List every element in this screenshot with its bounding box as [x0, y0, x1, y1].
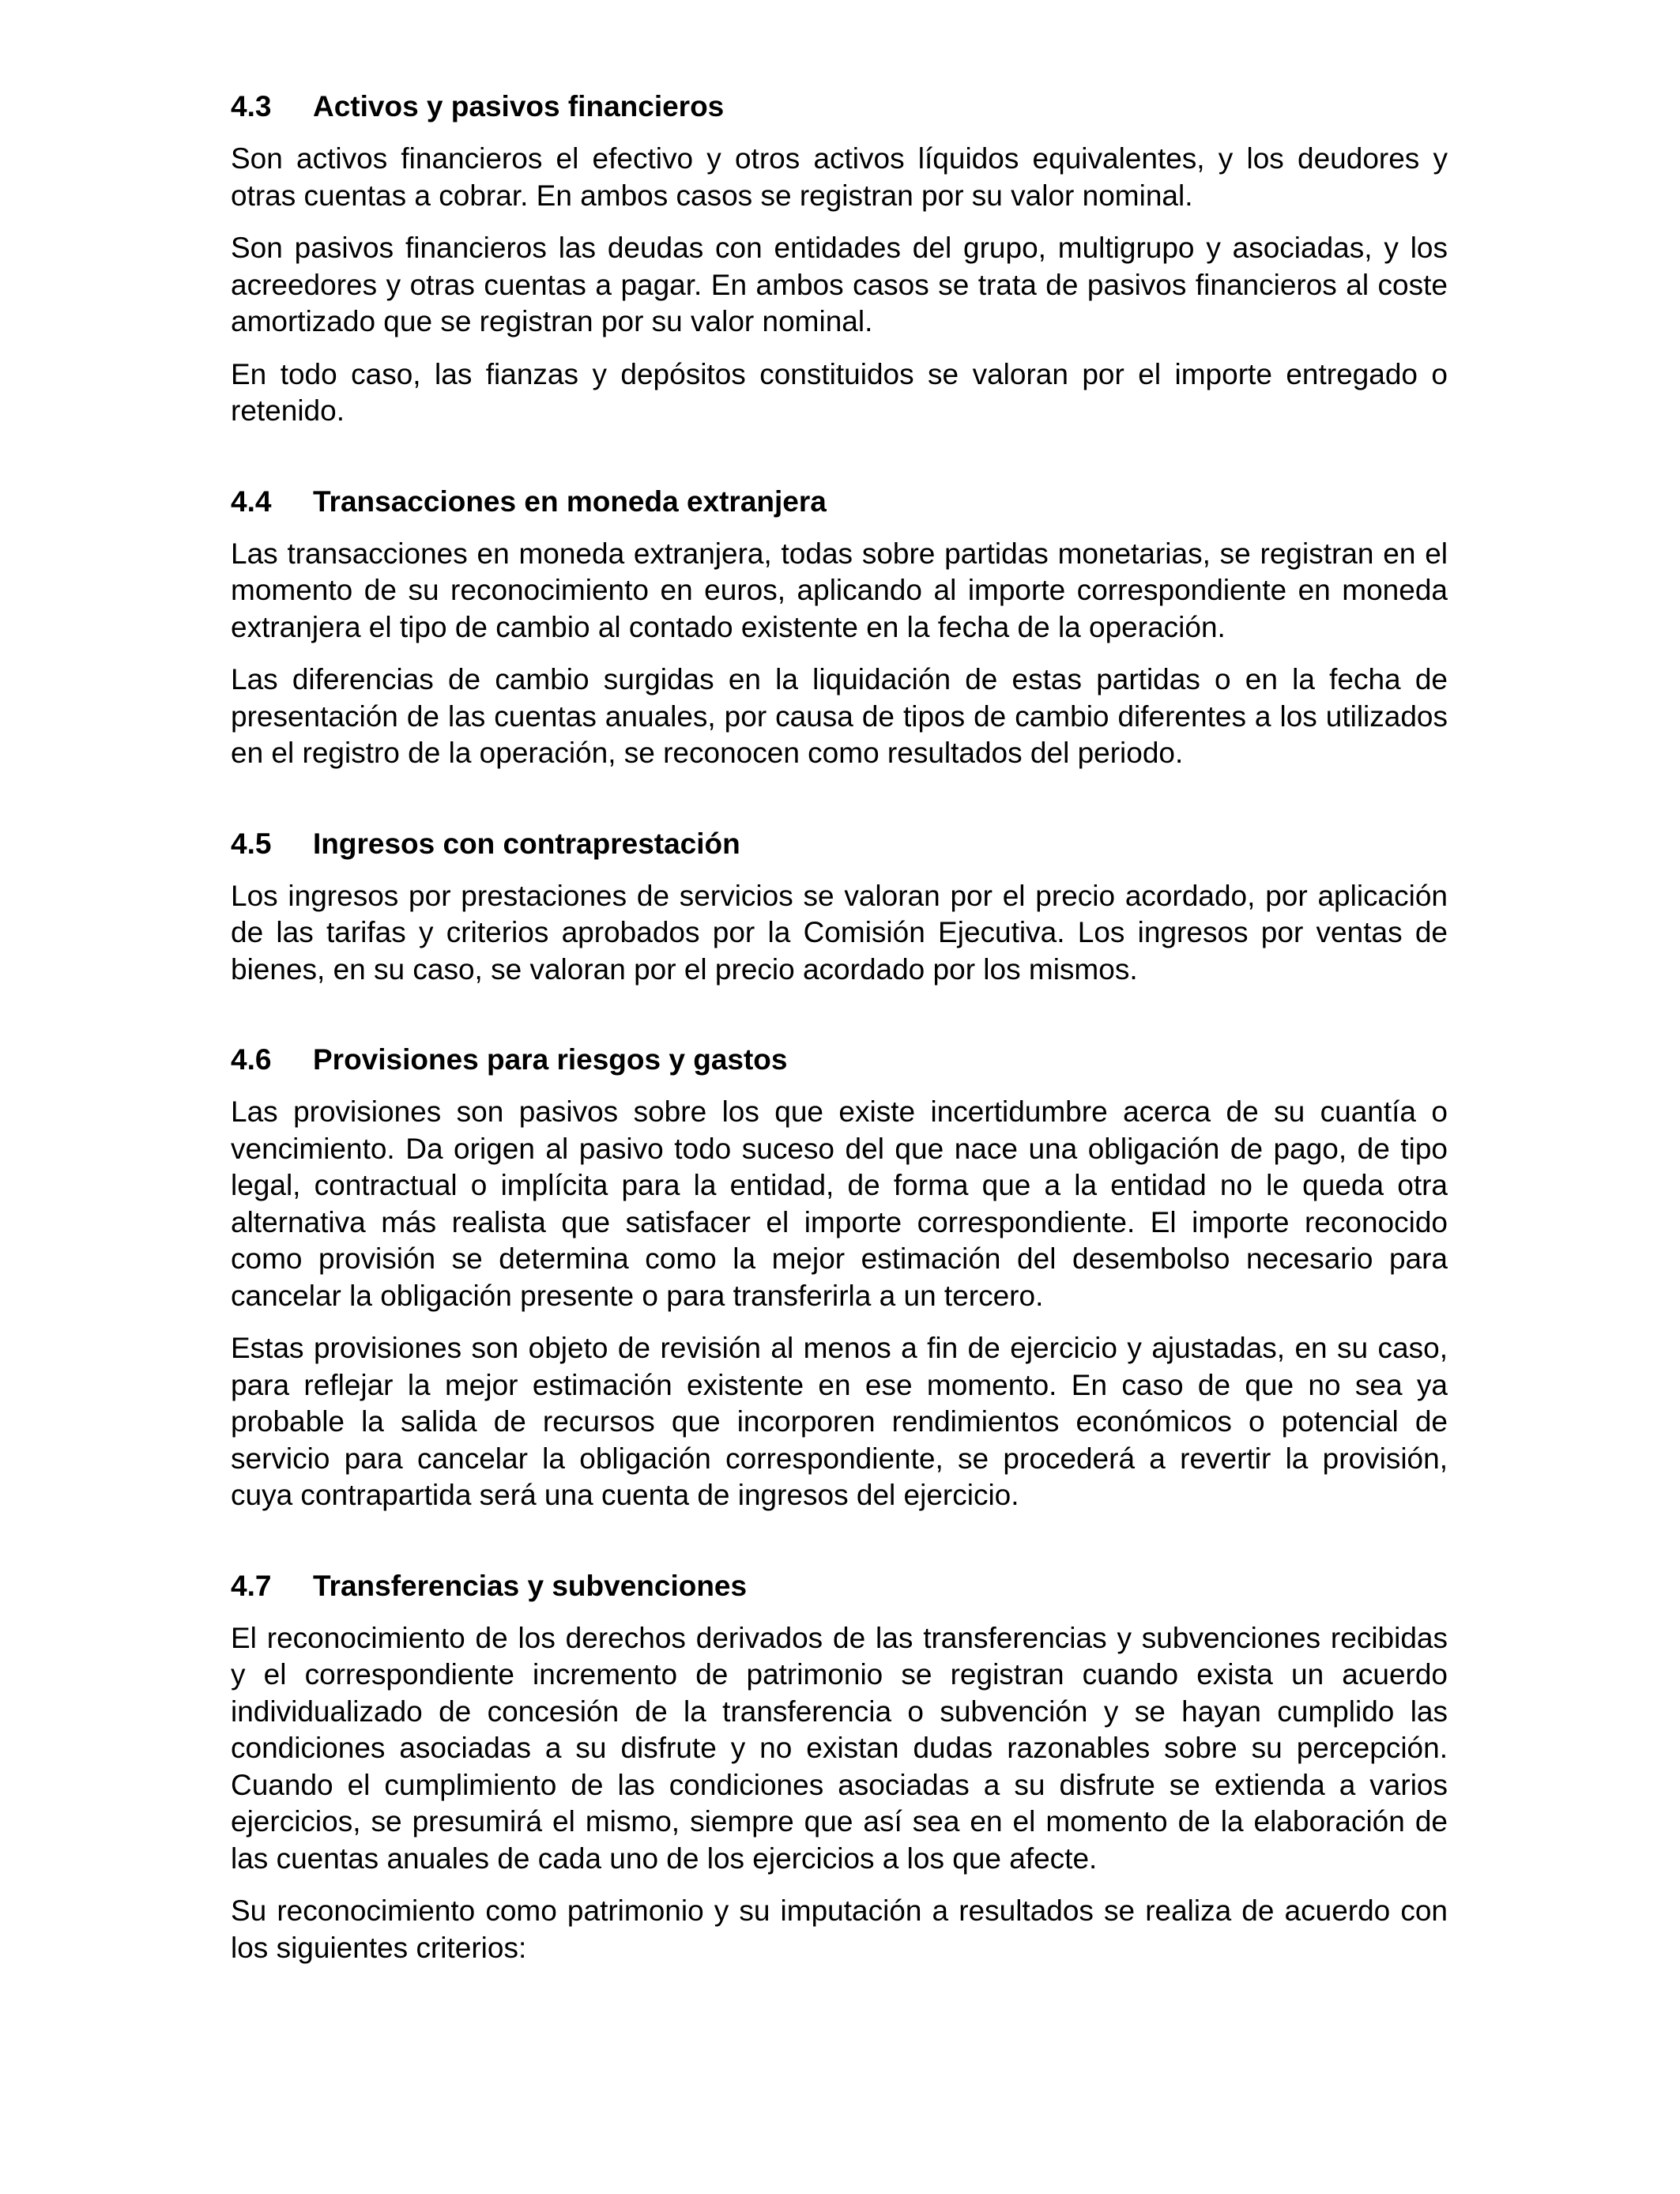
- paragraph: Su reconocimiento como patrimonio y su imputación a resultados se realiza de acuerdo con los siguientes criterios:: [231, 1894, 1448, 1964]
- paragraph: En todo caso, las fianzas y depósitos constituidos se valoran por el importe entregado o retenido.: [231, 357, 1448, 427]
- section-title: Provisiones para riesgos y gastos: [313, 1043, 788, 1076]
- paragraph: Estas provisiones son objeto de revisión al menos a fin de ejercicio y ajustadas, en su caso, para reflejar la mejor estimación existente en ese momento. En caso de que no sea ya probable la salida de recursos que incorporen rendimientos económicos o potencial de servicio para cancelar la obligación correspondiente, se procederá a revertir la provisión, cuya contrapartida será una cuenta de ingresos del ejercicio.: [231, 1332, 1448, 1511]
- paragraph: Las provisiones son pasivos sobre los que existe incertidumbre acerca de su cuantía o vencimiento. Da origen al pasivo todo suceso del que nace una obligación de pago, de tipo legal, contractual o implícita para la entidad, de forma que a la entidad no le queda otra alternativa más realista que satisfacer el importe correspondiente. El importe reconocido como provisión se determina como la mejor estimación del desembolso necesario para cancelar la obligación presente o para transferirla a un tercero.: [231, 1095, 1448, 1312]
- section-4-5: [231, 826, 1448, 989]
- paragraph: Las transacciones en moneda extranjera, todas sobre partidas monetarias, se registran en el momento de su reconocimiento en euros, aplicando al importe correspondiente en moneda extranjera el tipo de cambio al contado existente en la fecha de la operación.: [231, 537, 1448, 643]
- section-title: Ingresos con contraprestación: [313, 827, 740, 860]
- section-heading: [231, 89, 1448, 125]
- section-number: 4.6: [231, 1043, 272, 1076]
- document-page: [231, 89, 1448, 1966]
- paragraph: Son pasivos financieros las deudas con entidades del grupo, multigrupo y asociadas, y los acreedores y otras cuentas a pagar. En ambos casos se trata de pasivos financieros al coste amortizado que se registran por su valor nominal.: [231, 232, 1448, 337]
- section-number: 4.5: [231, 827, 272, 860]
- section-4-3: [231, 89, 1448, 430]
- paragraph: Los ingresos por prestaciones de servicios se valoran por el precio acordado, por aplicación de las tarifas y criterios aprobados por la Comisión Ejecutiva. Los ingresos por ventas de bienes, en su caso, se valoran por el precio acordado por los mismos.: [231, 879, 1448, 986]
- section-4-7: [231, 1568, 1448, 1967]
- section-number: 4.4: [231, 484, 272, 518]
- section-title: Transferencias y subvenciones: [313, 1569, 748, 1602]
- section-heading: [231, 1042, 1448, 1078]
- section-heading: [231, 826, 1448, 862]
- section-number: 4.3: [231, 90, 272, 123]
- section-4-4: [231, 484, 1448, 772]
- paragraph: Son activos financieros el efectivo y otros activos líquidos equivalentes, y los deudores y otras cuentas a cobrar. En ambos casos se registran por su valor nominal.: [231, 142, 1448, 212]
- section-number: 4.7: [231, 1569, 272, 1602]
- section-title: Transacciones en moneda extranjera: [313, 484, 827, 518]
- section-4-6: [231, 1042, 1448, 1514]
- section-title: Activos y pasivos financieros: [313, 90, 725, 123]
- paragraph: El reconocimiento de los derechos derivados de las transferencias y subvenciones recibidas y el correspondiente incremento de patrimonio se registran cuando exista un acuerdo individualizado de concesión de la transferencia o subvención y se hayan cumplido las condiciones asociadas a su disfrute y no existan dudas razonables sobre su percepción. Cuando el cumplimiento de las condiciones asociadas a su disfrute se extienda a varios ejercicios, se presumirá el mismo, siempre que así sea en el momento de la elaboración de las cuentas anuales de cada uno de los ejercicios a los que afecte.: [231, 1621, 1448, 1875]
- section-heading: [231, 1568, 1448, 1604]
- paragraph: Las diferencias de cambio surgidas en la liquidación de estas partidas o en la fecha de presentación de las cuentas anuales, por causa de tipos de cambio diferentes a los utilizados en el registro de la operación, se reconocen como resultados del periodo.: [231, 663, 1448, 769]
- section-heading: [231, 484, 1448, 520]
